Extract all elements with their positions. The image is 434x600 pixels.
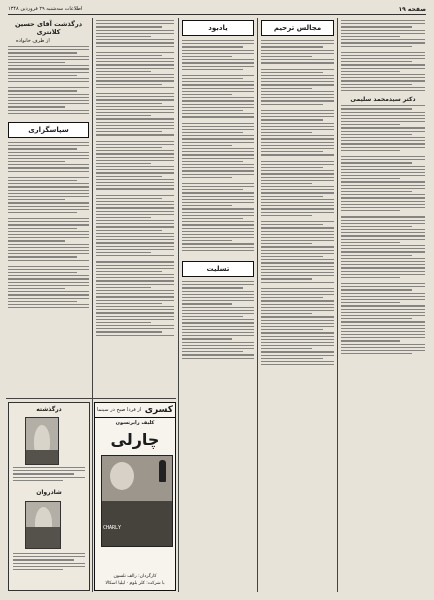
notice-block (261, 288, 334, 366)
notice-block (341, 216, 425, 278)
oscar-statue-icon (159, 460, 166, 482)
ad-latin-title: CHARLY (103, 525, 122, 531)
remembrance-section-header: یادبود (182, 20, 254, 36)
column-rule (92, 18, 93, 592)
notice-block (182, 75, 254, 118)
ad-header (95, 403, 175, 418)
ad-star: کلیف رابرتسون (115, 420, 155, 426)
notice-block (261, 69, 334, 105)
notice-block (96, 93, 174, 136)
header-date: اطلاعات سه‌شنبه ۲۹ فروردین ۱۳۴۸ (8, 6, 83, 12)
column-b (94, 18, 176, 398)
page-number: صفحه ۱۹ (398, 5, 426, 13)
notice-block (8, 87, 89, 114)
notice-block (261, 110, 334, 156)
notice-block (341, 52, 425, 91)
section-rule (6, 398, 176, 399)
notice-block (341, 20, 425, 47)
ad-cast: با شرکت: کلر بلوم · لیلیا اسکالا (105, 581, 165, 586)
notice-block (182, 183, 254, 251)
column-rule (257, 18, 258, 592)
ad-director: کارگردان: رالف نلسون (113, 574, 157, 579)
notice-block (261, 40, 334, 64)
column-rule (178, 18, 179, 592)
notice-block (182, 281, 254, 359)
notice-block (8, 142, 89, 172)
notice-block (8, 266, 89, 309)
page-header (8, 4, 426, 15)
ad-film-title: چارلی (110, 430, 160, 449)
column-e (339, 18, 427, 359)
obituary-text (13, 467, 85, 481)
obituary-caption: شادروان (36, 489, 62, 496)
portrait-photo (25, 501, 61, 549)
notice-block (261, 221, 334, 283)
notice-block (341, 156, 425, 211)
ad-opening: از فردا صبح در سینما (97, 407, 142, 413)
column-c (180, 18, 256, 364)
notice-block (182, 123, 254, 178)
notice-block (96, 20, 174, 47)
notice-block (341, 105, 425, 151)
notice-title: درگذشت آقای حسین کلانتری (14, 20, 83, 36)
ad-footer (98, 573, 172, 587)
notice-block (8, 46, 89, 82)
notice-block (182, 40, 254, 70)
condolence-section-header: تسلیت (182, 261, 254, 277)
notice-signature: از طرف خانواده (16, 38, 50, 44)
obituary-heading: درگذشته (36, 406, 62, 413)
ad-film-still (101, 455, 173, 547)
obituary-text (13, 553, 85, 570)
movie-advertisement (94, 402, 176, 591)
notice-block (341, 283, 425, 354)
obituary-box (8, 402, 90, 591)
portrait-photo (25, 417, 59, 465)
notice-block (96, 261, 174, 336)
memorial-section-header: مجالس ترحیم (261, 20, 334, 36)
column-d (259, 18, 336, 370)
column-a (6, 18, 91, 398)
notice-block (96, 52, 174, 88)
column-rule (337, 18, 338, 592)
notice-block (96, 141, 174, 190)
thanks-section-header: سپاسگزاری (8, 122, 89, 138)
ad-cinema: کسری (144, 405, 173, 415)
notice-block (8, 218, 89, 261)
notice-block (8, 177, 89, 213)
notice-block (96, 195, 174, 257)
notice-block (261, 161, 334, 216)
notice-title: دکتر سیدمحمد سلیمی (350, 96, 416, 104)
